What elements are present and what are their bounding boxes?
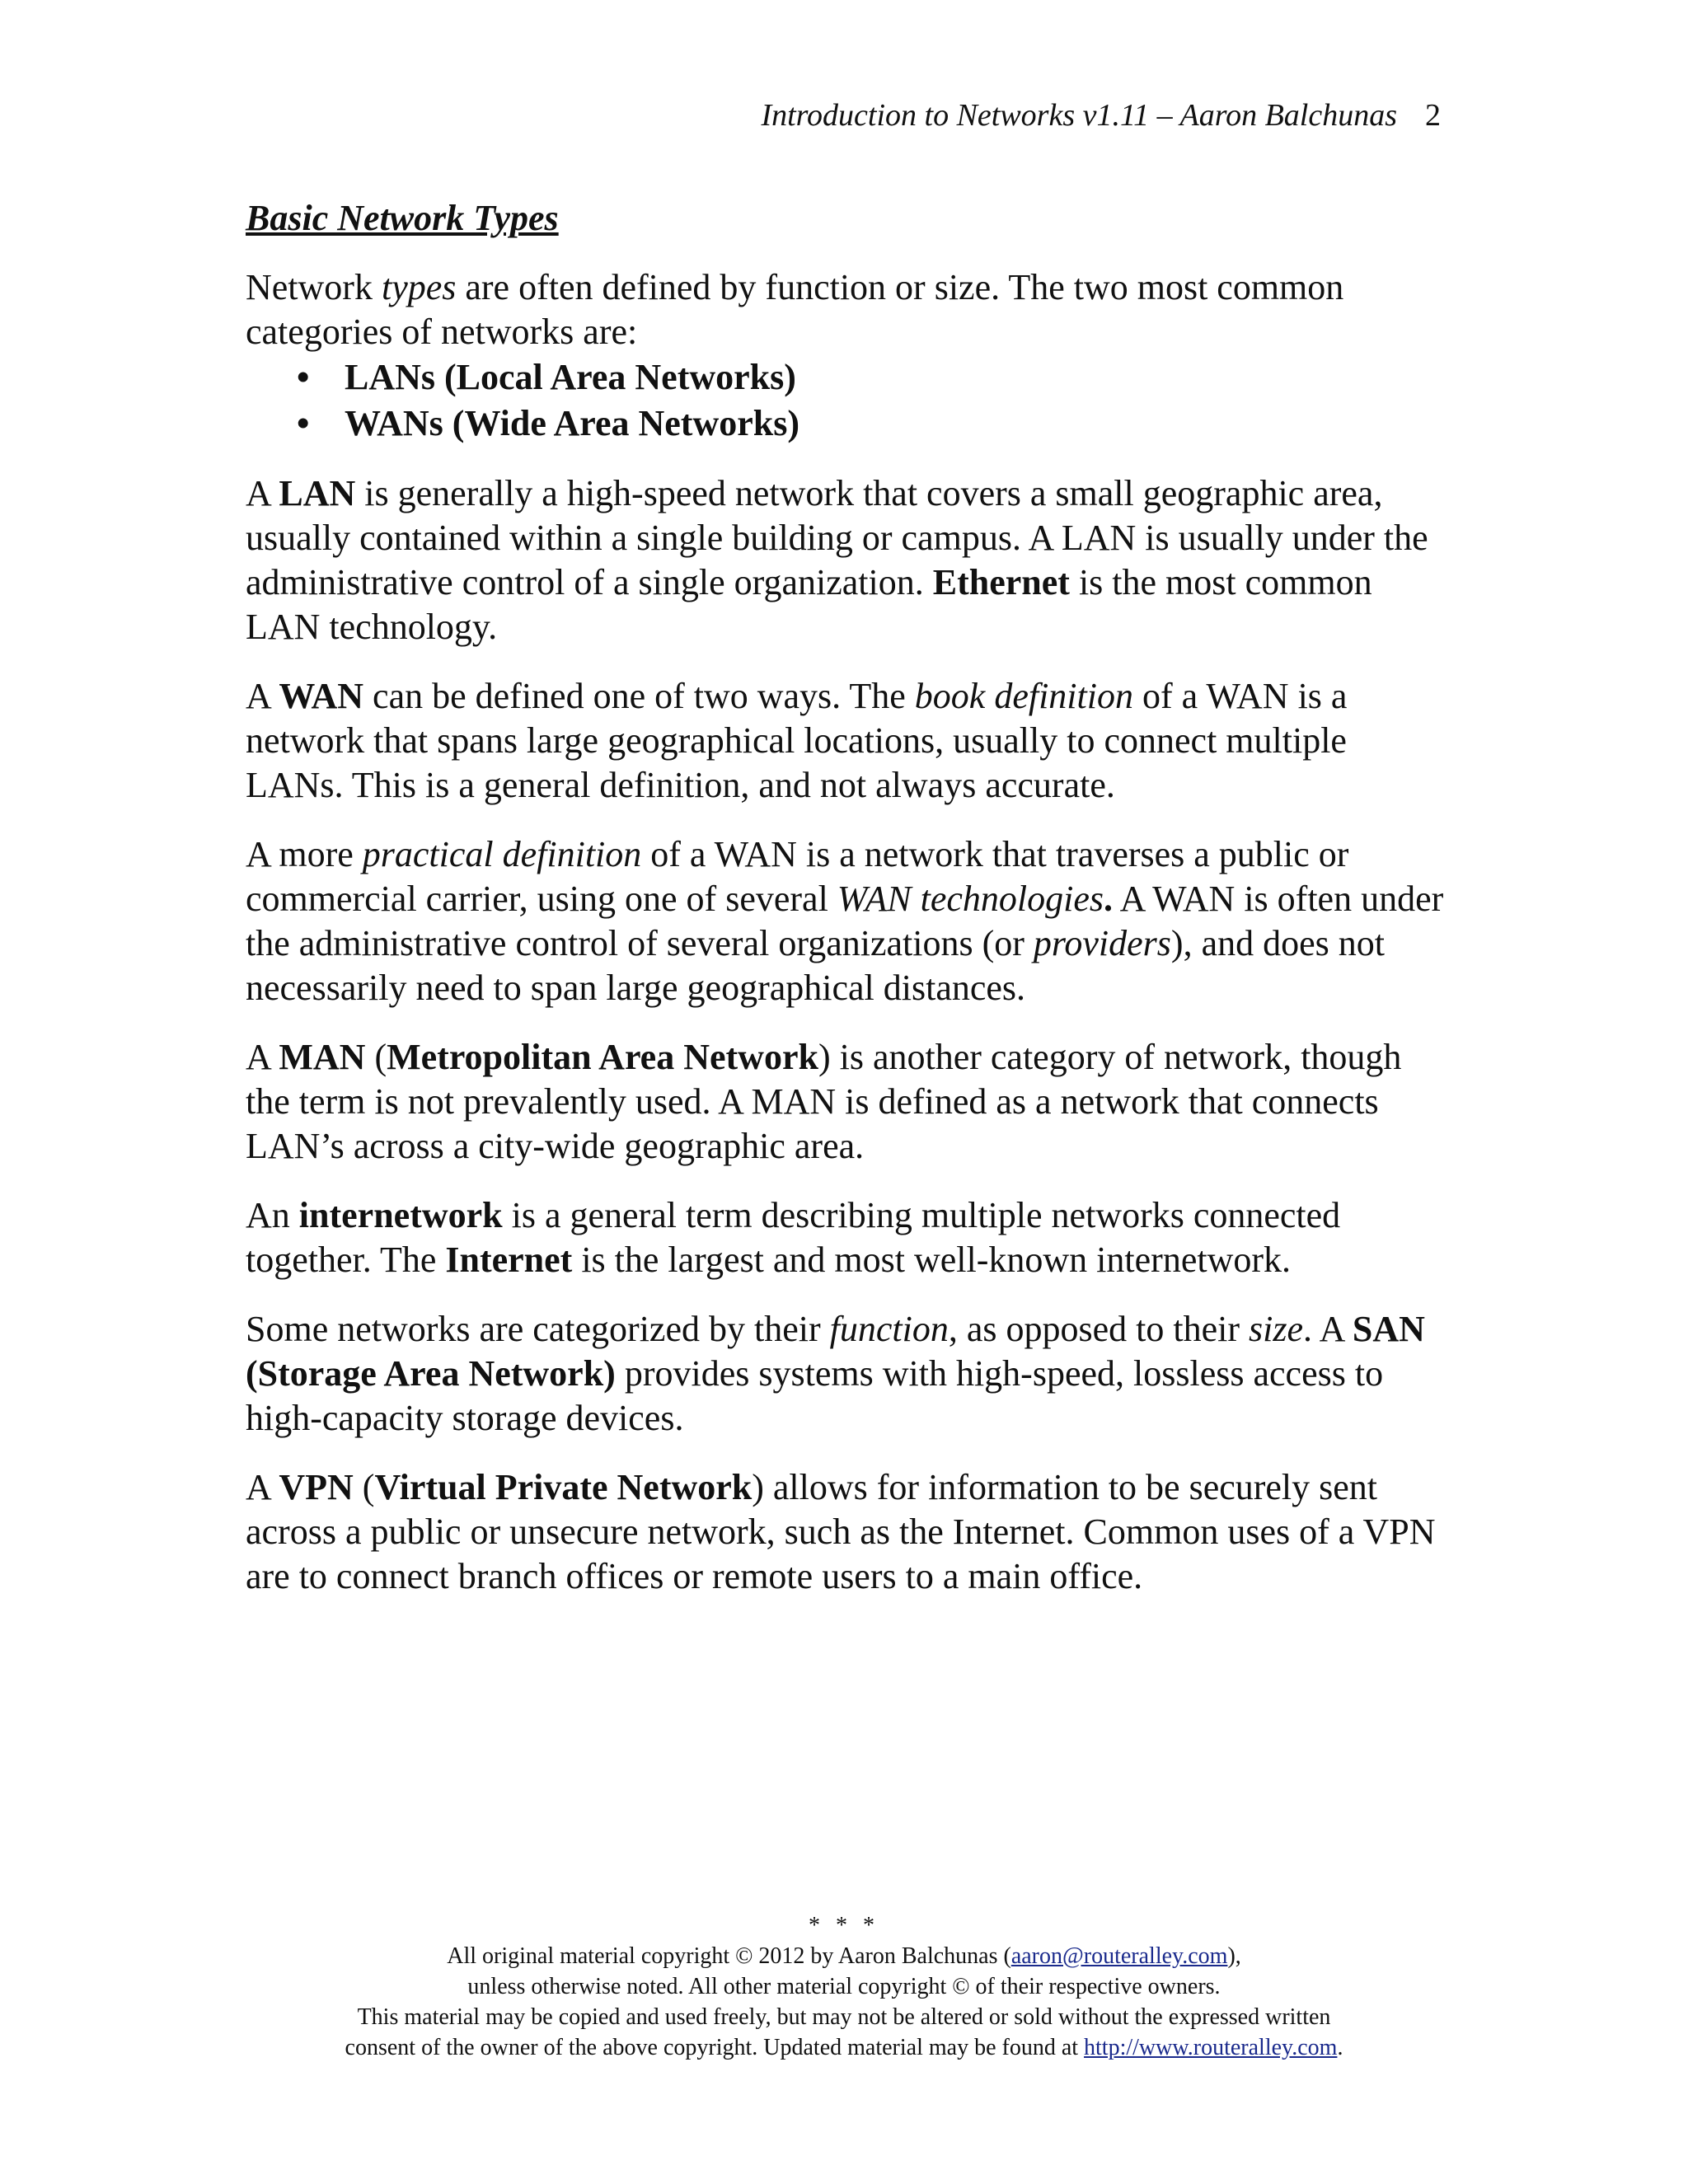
text-run: consent of the owner of the above copyright. Updated material may be found at <box>345 2035 1085 2060</box>
text-run: Some networks are categorized by their <box>246 1309 830 1349</box>
text-run: , as opposed to their <box>948 1309 1249 1349</box>
emphasis-wan-technologies: WAN technologies <box>837 879 1104 919</box>
text-run: An <box>246 1195 299 1235</box>
text-run: ( <box>365 1037 387 1077</box>
running-header <box>761 97 1441 134</box>
footer-separator: * * * <box>809 1913 879 1938</box>
text-run: A <box>246 473 279 513</box>
text-run: ) is another category of network, though the term is not prevalently used. A MAN is defined as a network that connects LAN’s across a city-wide geographic area. <box>246 1037 1402 1166</box>
text-run: provides systems with high-speed, lossless access to high-capacity storage devices. <box>246 1353 1384 1438</box>
text-run: is a general term describing multiple networks connected together. The <box>246 1195 1341 1280</box>
text-run: are often defined by function or size. The two most common categories of networks are: <box>246 267 1344 352</box>
bullet-icon: • <box>297 357 310 397</box>
list-item-wans <box>297 401 1449 447</box>
emphasis-book-definition: book definition <box>914 676 1133 716</box>
term-internetwork: internetwork <box>298 1195 503 1235</box>
website-link[interactable]: http://www.routeralley.com <box>1084 2035 1338 2060</box>
text-run: is the most common LAN technology. <box>246 562 1372 647</box>
vpn-paragraph <box>246 1465 1449 1599</box>
term-vpn: VPN <box>279 1467 354 1507</box>
text-run: can be defined one of two ways. The <box>363 676 915 716</box>
term-man: MAN <box>279 1037 366 1077</box>
lan-paragraph <box>246 471 1449 649</box>
term-virtual-private-network: Virtual Private Network <box>374 1467 753 1507</box>
list-item-lans <box>297 354 1449 401</box>
text-run: A more <box>246 834 363 874</box>
term-lan: LAN <box>279 473 356 513</box>
text-run: . <box>1104 879 1113 919</box>
text-run: All original material copyright © 2012 by Aaron Balchunas ( <box>447 1943 1011 1969</box>
list-item-label: LANs (Local Area Networks) <box>345 357 796 397</box>
term-ethernet: Ethernet <box>932 562 1070 602</box>
section-title: Basic Network Types <box>246 198 559 238</box>
emphasis-types: types <box>381 267 457 307</box>
text-run: is generally a high-speed network that covers a small geographic area, usually contained within a single building or campus. A LAN is usually under the administrative control of a single organization. <box>246 473 1428 602</box>
text-run: ), <box>1227 1943 1241 1969</box>
running-header-title: Introduction to Networks v1.11 – Aaron Balchunas <box>761 98 1397 133</box>
text-run: of a WAN is a network that traverses a public or commercial carrier, using one of several <box>246 834 1349 919</box>
text-run: ( <box>353 1467 375 1507</box>
intro-paragraph <box>246 265 1449 354</box>
wan-paragraph <box>246 674 1449 808</box>
text-run: of a WAN is a network that spans large geographical locations, usually to connect multiple LANs. This is a general definition, and not always accurate. <box>246 676 1348 805</box>
emphasis-function: function <box>829 1309 949 1349</box>
page-number: 2 <box>1425 98 1441 133</box>
copyright-footer <box>0 1910 1688 2063</box>
list-item-label: WANs (Wide Area Networks) <box>345 403 799 443</box>
internetwork-paragraph <box>246 1193 1449 1282</box>
term-internet: Internet <box>445 1240 573 1280</box>
email-link[interactable]: aaron@routeralley.com <box>1010 1943 1228 1969</box>
emphasis-size: size <box>1249 1309 1303 1349</box>
text-run: ), and does not necessarily need to span large geographical distances. <box>246 923 1385 1008</box>
text-run: A <box>246 1037 279 1077</box>
network-types-list <box>246 354 1449 447</box>
text-run: . <box>1337 2035 1343 2060</box>
bullet-icon: • <box>297 403 310 443</box>
term-wan: WAN <box>279 676 364 716</box>
text-run: . A <box>1303 1309 1353 1349</box>
practical-definition-paragraph <box>246 832 1449 1010</box>
san-paragraph <box>246 1307 1449 1441</box>
term-metropolitan-area-network: Metropolitan Area Network <box>387 1037 818 1077</box>
footer-line-1 <box>0 1941 1688 1971</box>
emphasis-providers: providers <box>1033 923 1171 963</box>
term-san: SAN (Storage Area Network) <box>246 1309 1425 1394</box>
text-run: ) allows for information to be securely sent across a public or unsecure network, such as the Internet. Common uses of a VPN are to connect branch offices or remote users to a main office. <box>246 1467 1436 1596</box>
footer-line-2: unless otherwise noted. All other material copyright © of their respective owners. <box>467 1974 1221 1999</box>
text-run: A <box>246 676 279 716</box>
footer-line-4 <box>0 2032 1688 2063</box>
text-run: Network <box>246 267 382 307</box>
text-run: is the largest and most well-known internetwork. <box>572 1240 1291 1280</box>
footer-line-3: This material may be copied and used freely, but may not be altered or sold without the expressed written <box>357 2004 1331 2030</box>
man-paragraph <box>246 1035 1449 1169</box>
main-content <box>246 196 1449 1624</box>
text-run: A <box>246 1467 279 1507</box>
emphasis-practical-definition: practical definition <box>362 834 642 874</box>
text-run: A WAN is often under the administrative control of several organizations (or <box>246 879 1444 963</box>
